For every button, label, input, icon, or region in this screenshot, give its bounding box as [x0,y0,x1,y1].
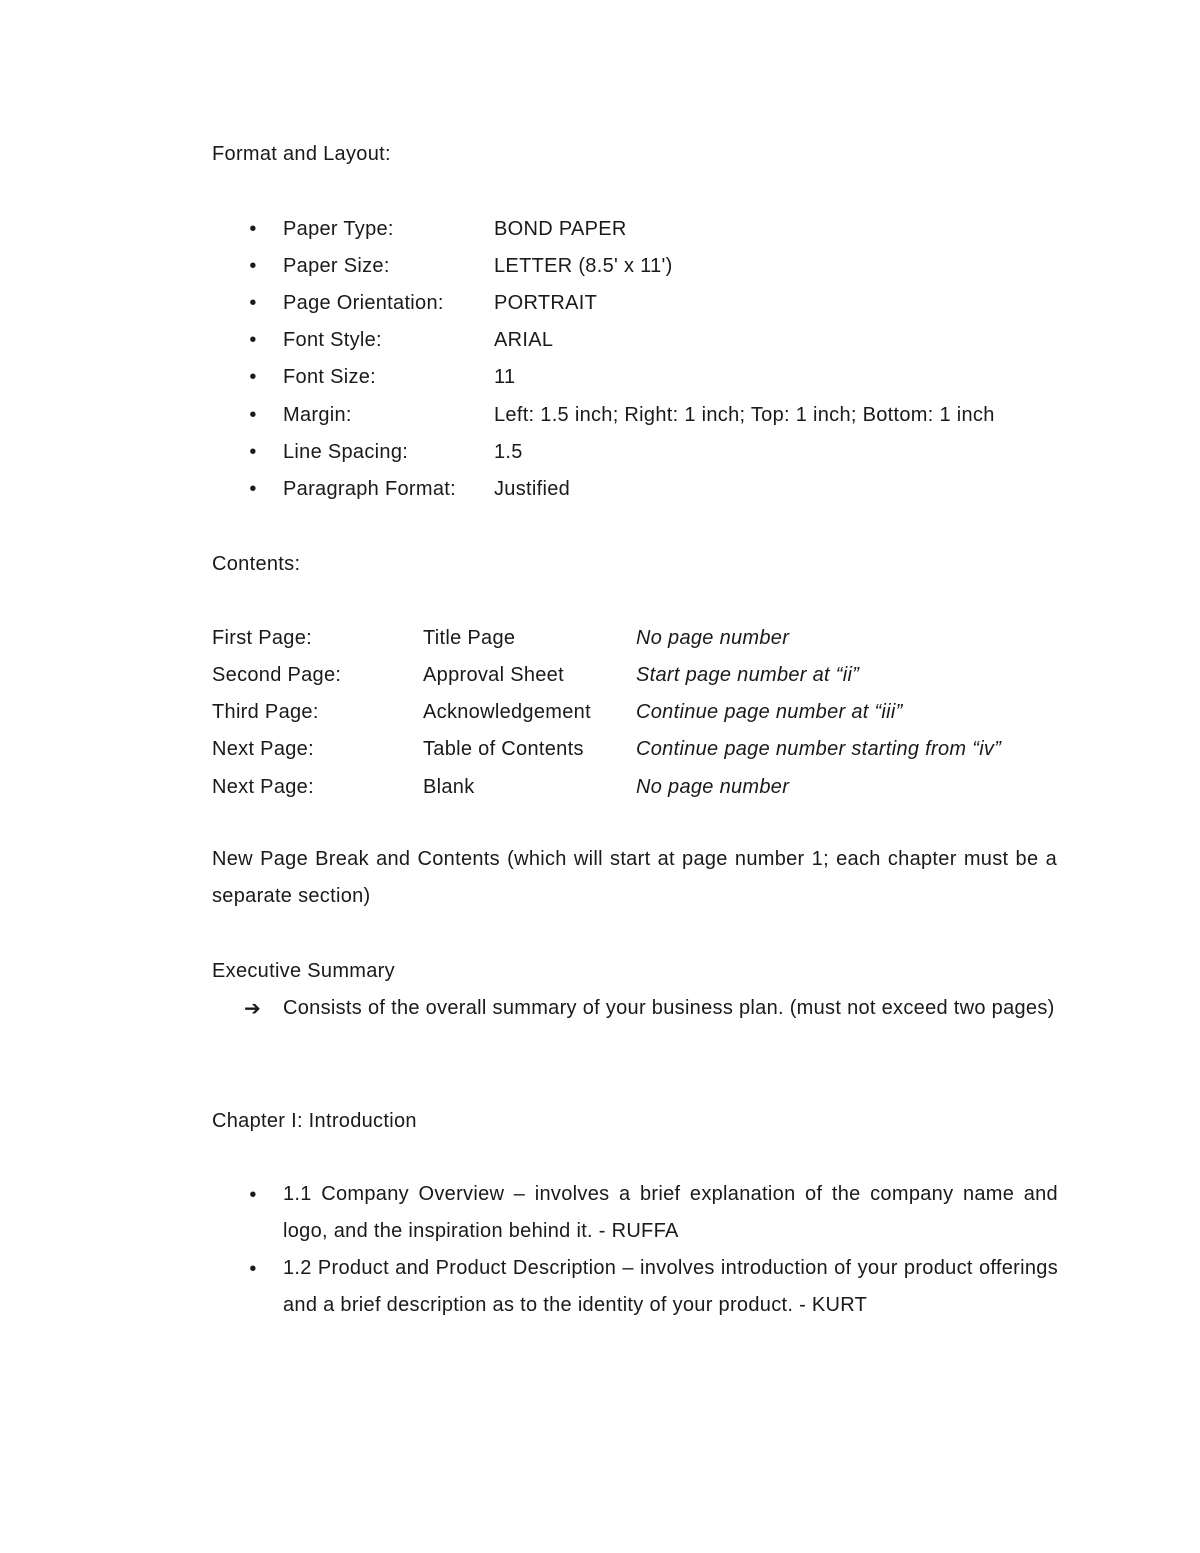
contents-note: Start page number at “ii” [636,664,860,686]
contents-item: Table of Contents [423,738,584,760]
contents-note: No page number [636,627,790,649]
executive-summary-text: Consists of the overall summary of your business plan. (must not exceed two pages) [283,997,1055,1019]
bullet-icon: • [249,255,257,277]
contents-heading: Contents: [212,553,301,575]
format-value: ARIAL [494,329,554,351]
format-label: Paper Size: [283,255,390,277]
format-label: Line Spacing: [283,441,409,463]
contents-item: Title Page [423,627,516,649]
bullet-icon: • [249,478,257,500]
format-value: BOND PAPER [494,218,627,240]
format-label: Page Orientation: [283,292,444,314]
contents-page: Second Page: [212,664,342,686]
page-break-paragraph: New Page Break and Contents (which will start at page number 1; each chapter must be a separate section) [212,848,1057,907]
bullet-icon: • [249,218,257,240]
bullet-icon: • [249,1258,257,1280]
bullet-icon: • [249,441,257,463]
bullet-icon: • [249,329,257,351]
format-heading: Format and Layout: [212,143,391,165]
contents-page: First Page: [212,627,312,649]
format-label: Paper Type: [283,218,394,240]
contents-note: Continue page number at “iii” [636,701,903,723]
arrow-right-icon: ➔ [244,998,262,1020]
list-item-text: 1.2 Product and Product Description – involves introduction of your product offerings and a brief description as to the identity of your product. - KURT [283,1257,1058,1316]
chapter-heading: Chapter I: Introduction [212,1110,417,1132]
contents-item: Approval Sheet [423,664,564,686]
bullet-icon: • [249,366,257,388]
list-item-text: 1.1 Company Overview – involves a brief explanation of the company name and logo, and the inspiration behind it. - RUFFA [283,1183,1058,1242]
contents-page: Next Page: [212,776,314,798]
format-label: Paragraph Format: [283,478,456,500]
executive-summary-heading: Executive Summary [212,960,395,982]
contents-page: Next Page: [212,738,314,760]
format-value: 11 [494,366,516,388]
format-value: Left: 1.5 inch; Right: 1 inch; Top: 1 inch; Bottom: 1 inch [494,404,995,426]
format-label: Font Style: [283,329,382,351]
format-value: 1.5 [494,441,523,463]
format-value: LETTER (8.5' x 11') [494,255,673,277]
contents-page: Third Page: [212,701,319,723]
format-label: Margin: [283,404,352,426]
contents-note: No page number [636,776,790,798]
format-value: PORTRAIT [494,292,598,314]
contents-item: Acknowledgement [423,701,591,723]
bullet-icon: • [249,404,257,426]
bullet-icon: • [249,292,257,314]
format-label: Font Size: [283,366,377,388]
format-value: Justified [494,478,571,500]
bullet-icon: • [249,1184,257,1206]
contents-note: Continue page number starting from “iv” [636,738,1002,760]
contents-item: Blank [423,776,475,798]
